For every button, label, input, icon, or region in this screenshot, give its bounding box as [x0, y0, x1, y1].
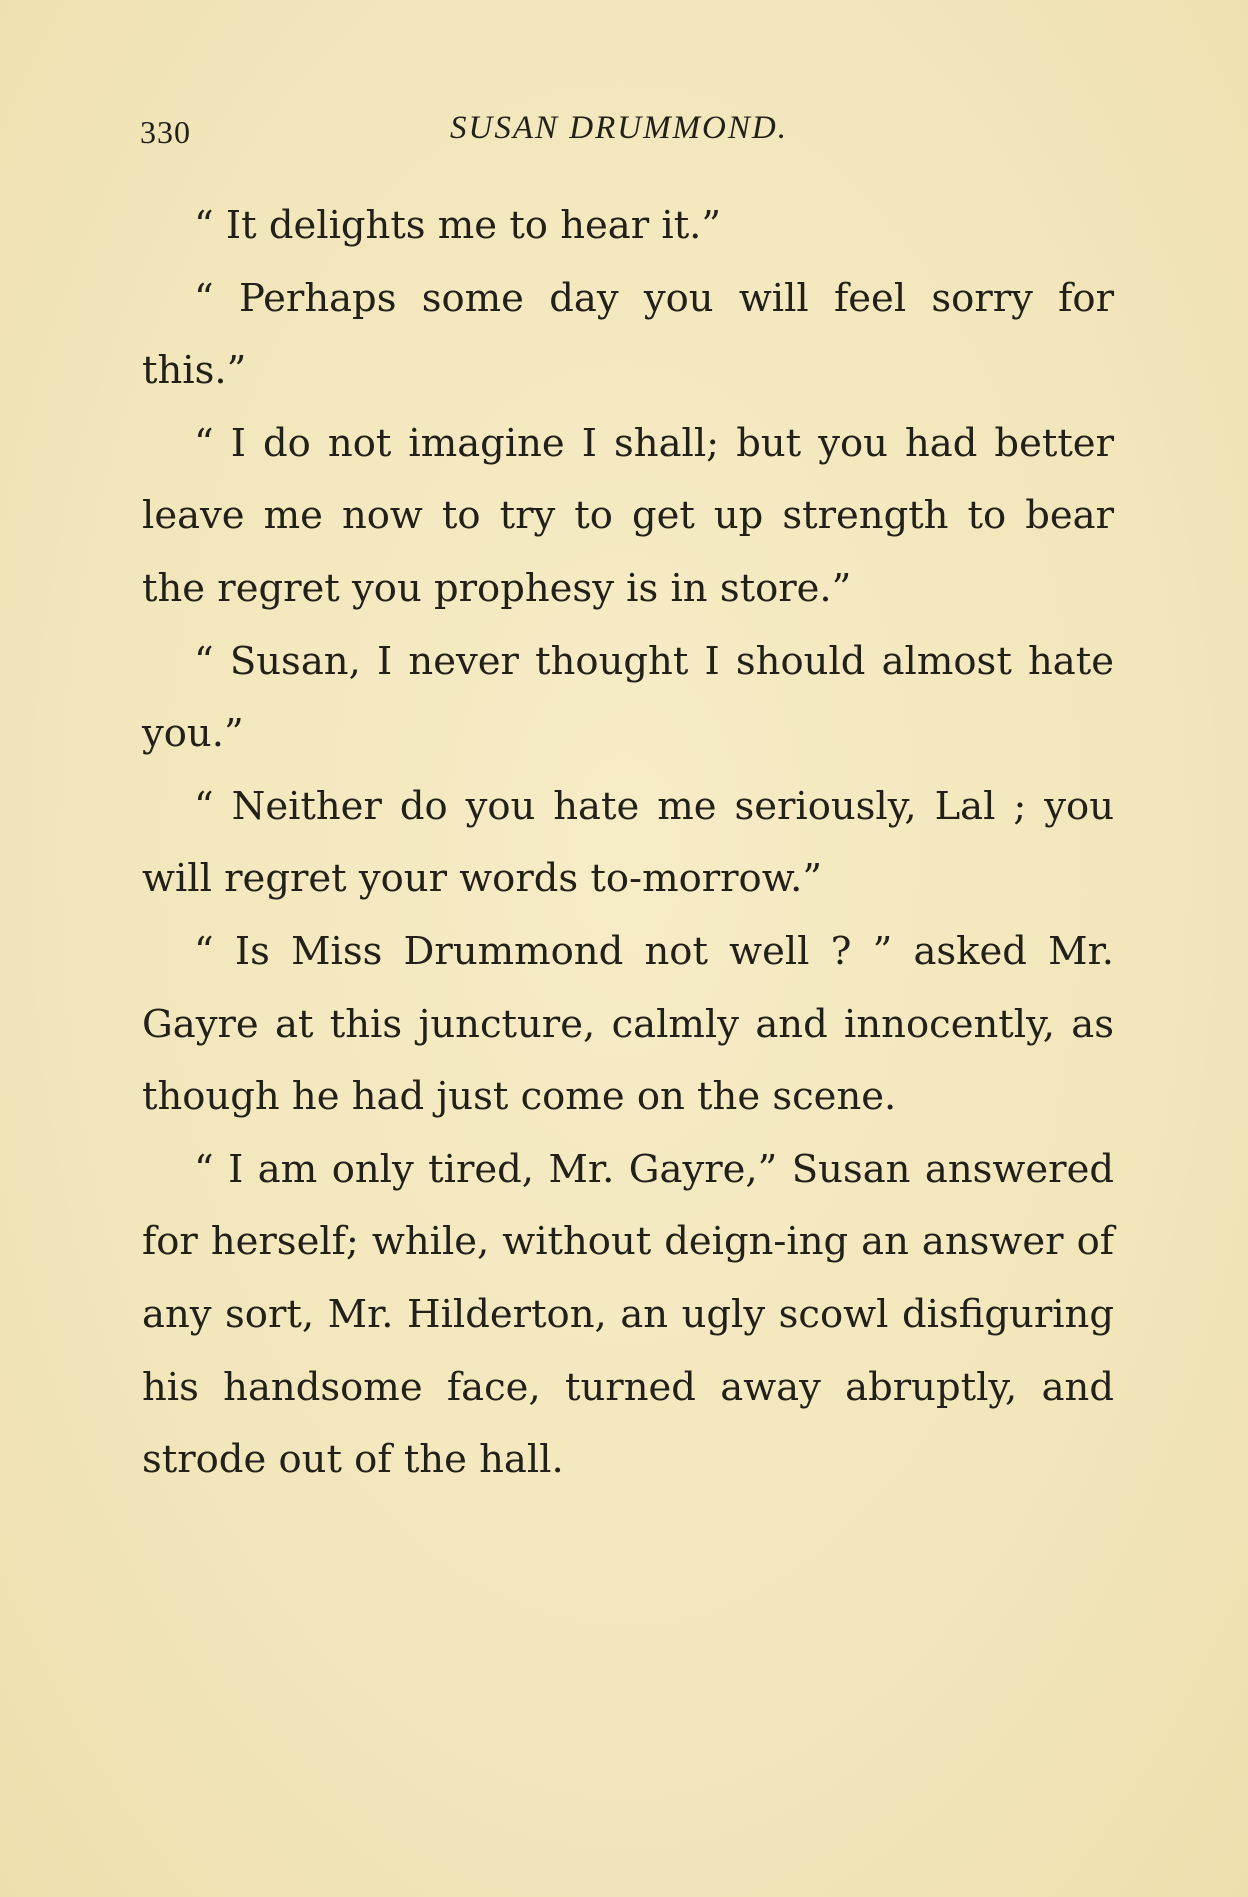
paragraph-6: “ Is Miss Drummond not well ? ” asked Mr. Gayre at this juncture, calmly and innocently, as though he had just come on the scene. [142, 928, 1114, 1120]
page-header [140, 108, 1115, 158]
paragraph-1: “ It delights me to hear it.” [194, 203, 722, 248]
paragraph-2: “ Perhaps some day you will feel sorry for this.” [142, 275, 1114, 394]
paragraph-3: “ I do not imagine I shall; but you had better leave me now to try to get up strength to bear the regret you prophesy is in store.” [142, 420, 1114, 611]
page-number: 330 [140, 114, 191, 150]
paragraph-4: “ Susan, I never thought I should almost hate you.” [142, 638, 1114, 757]
running-title: SUSAN DRUMMOND. [450, 110, 788, 146]
paragraph-5: “ Neither do you hate me seriously, Lal ; you will regret your words to-morrow.” [142, 783, 1114, 902]
body-text [142, 190, 1114, 1497]
paragraph-7: “ I am only tired, Mr. Gayre,” Susan answered for herself; while, without deign-ing an answer of any sort, Mr. Hilderton, an ugly scowl disfiguring his handsome face, turned away abruptly, and strode out of the hall. [142, 1146, 1114, 1483]
